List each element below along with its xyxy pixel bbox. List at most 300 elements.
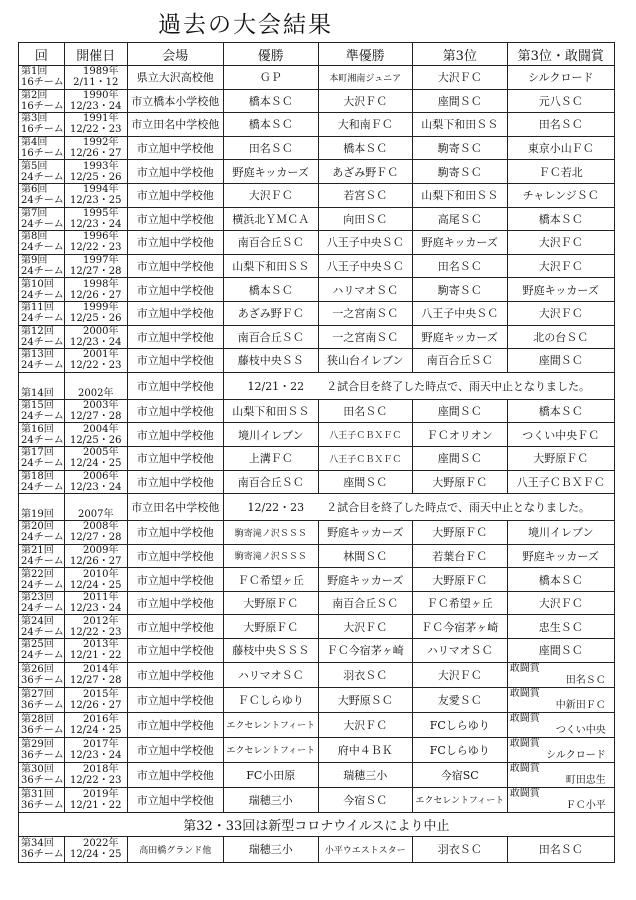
table-row [19, 349, 615, 373]
runner-up-cell: ＦＣ今宿茅ヶ崎 [318, 639, 412, 663]
table-row [19, 231, 615, 255]
runner-up-cell: ハリマオＳＣ [318, 278, 412, 302]
runner-up-cell: あざみ野ＦＣ [318, 160, 412, 184]
kai-cell-line1: 第23回 [21, 592, 54, 604]
award-label: 敢闘賞 [509, 762, 540, 774]
date-cell-line2: 12/22・23 [69, 124, 122, 136]
kai-cell-line1: 第6回 [21, 184, 48, 196]
kai-cell-line2: 24チーム [21, 626, 64, 638]
kai-cell: 第14回 [19, 372, 65, 399]
table-row [19, 737, 615, 762]
date-cell-line2: 12/26・27 [69, 289, 122, 301]
award-team: シルクロード [546, 749, 606, 761]
header-winner: 優勝 [223, 43, 318, 66]
kai-cell-line1: 第21回 [21, 544, 54, 556]
venue-cell: 高田橋グランド他 [127, 836, 223, 862]
date-cell-line1: 2001年 [83, 349, 119, 361]
date-cell [64, 349, 127, 373]
date-cell-line1: 1994年 [83, 184, 119, 196]
kai-cell-line1: 第8回 [21, 231, 48, 243]
fourth-cell: つくい中央ＦＣ [507, 423, 614, 447]
table-row [19, 399, 615, 423]
fourth-cell: 大沢ＦＣ [507, 591, 614, 615]
runner-up-cell: 今宿ＳＣ [318, 787, 412, 812]
kai-cell-line1: 第5回 [21, 160, 48, 172]
kai-cell-line1: 第12回 [21, 325, 54, 337]
date-cell-line1: 2006年 [83, 470, 119, 482]
award-team: つくい中央 [555, 724, 606, 736]
runner-up-cell: 野庭キッカーズ [318, 521, 412, 545]
kai-cell-line2: 36チーム [21, 774, 64, 786]
venue-cell: 市立旭中学校他 [127, 687, 223, 712]
award-cell [507, 687, 614, 712]
winner-cell: 南百合丘ＳＣ [223, 325, 318, 349]
runner-up-cell: 向田ＳＣ [318, 207, 412, 231]
table-row [19, 160, 615, 184]
winner-cell: 瑞穂三小 [223, 787, 318, 812]
runner-up-cell: 一之宮南ＳＣ [318, 325, 412, 349]
date-cell-line1: 2003年 [83, 400, 119, 412]
kai-cell-line2: 36チーム [21, 724, 64, 736]
fourth-cell: 八王子ＣＢＸＦＣ [507, 470, 614, 494]
kai-cell-line2: 24チーム [21, 195, 64, 207]
third-cell: 駒寄ＳＣ [412, 136, 507, 160]
runner-up-cell: 橋本ＳＣ [318, 136, 412, 160]
date-cell [64, 762, 127, 787]
date-cell-line1: 2005年 [83, 447, 119, 459]
award-cell [507, 737, 614, 762]
award-cell [507, 712, 614, 737]
date-cell-line2: 12/25・26 [69, 434, 122, 446]
kai-cell-line2: 24チーム [21, 360, 64, 372]
fourth-cell: チャレンジＳＣ [507, 183, 614, 207]
third-cell: 大野原ＦＣ [412, 470, 507, 494]
third-cell: 高尾ＳＣ [412, 207, 507, 231]
header-date: 開催日 [64, 43, 127, 66]
kai-cell-line1: 第2回 [21, 89, 48, 101]
date-cell [64, 836, 127, 862]
venue-cell: 市立旭中学校他 [127, 160, 223, 184]
kai-cell-line1: 第29回 [21, 738, 54, 750]
kai-cell [19, 325, 65, 349]
table-row [19, 113, 615, 137]
award-team: 町田忠生 [565, 774, 606, 786]
third-cell: 今宿SC [412, 762, 507, 787]
date-cell [64, 544, 127, 568]
runner-up-cell: 林間ＳＣ [318, 544, 412, 568]
venue-cell: 市立旭中学校他 [127, 568, 223, 592]
date-cell-line1: 2022年 [83, 838, 119, 850]
kai-cell [19, 615, 65, 639]
kai-cell [19, 737, 65, 762]
kai-cell-line2: 16チーム [21, 124, 64, 136]
kai-cell-line1: 第15回 [21, 400, 54, 412]
kai-cell-line2: 36チーム [21, 799, 64, 811]
date-cell-line1: 2010年 [83, 568, 119, 580]
date-cell-line2: 12/23・24 [69, 603, 122, 615]
winner-cell: エクセレントフィート [223, 712, 318, 737]
runner-up-cell: 大野原ＳＣ [318, 687, 412, 712]
date-cell-line2: 12/26・27 [69, 699, 122, 711]
kai-cell-line2: 24チーム [21, 171, 64, 183]
date-cell-line1: 2004年 [83, 423, 119, 435]
third-cell: 田名ＳＣ [412, 254, 507, 278]
winner-cell: 駒寄滝ノ沢ＳＳＳ [223, 544, 318, 568]
date-cell-line1: 2012年 [83, 615, 119, 627]
notice-cell: 12/21・22 ２試合目を終了した時点で、雨天中止となりました。 [223, 372, 614, 399]
table-row [19, 423, 615, 447]
kai-cell-line2: 24チーム [21, 603, 64, 615]
date-cell [64, 160, 127, 184]
suspension-notice: 第32・33回は新型コロナウイルスにより中止 [19, 812, 615, 836]
venue-cell: 市立旭中学校他 [127, 787, 223, 812]
venue-cell: 市立田名中学校他 [127, 113, 223, 137]
winner-cell: ＧＰ [223, 66, 318, 90]
header-runner-up: 準優勝 [318, 43, 412, 66]
date-cell [64, 113, 127, 137]
third-cell: 若葉台ＦＣ [412, 544, 507, 568]
runner-up-cell: 大沢ＦＣ [318, 89, 412, 113]
date-cell [64, 423, 127, 447]
kai-cell [19, 423, 65, 447]
date-cell [64, 470, 127, 494]
kai-cell [19, 113, 65, 137]
kai-cell [19, 591, 65, 615]
kai-cell-line2: 36チーム [21, 849, 64, 861]
award-team: ＦＣ小平 [565, 799, 606, 811]
date-cell-line2: 12/21・22 [69, 650, 122, 662]
venue-cell: 市立旭中学校他 [127, 446, 223, 470]
date-cell [64, 712, 127, 737]
fourth-cell: 座間ＳＣ [507, 639, 614, 663]
kai-cell [19, 301, 65, 325]
kai-cell-line1: 第9回 [21, 255, 48, 267]
venue-cell: 市立旭中学校他 [127, 639, 223, 663]
third-cell: 南百合丘ＳＣ [412, 349, 507, 373]
winner-cell: 山梨下和田ＳＳ [223, 399, 318, 423]
table-row [19, 662, 615, 687]
kai-cell [19, 470, 65, 494]
table-row [19, 183, 615, 207]
kai-cell-line2: 16チーム [21, 100, 64, 112]
table-row [19, 712, 615, 737]
fourth-cell: 北の台ＳＣ [507, 325, 614, 349]
header-row [19, 43, 615, 66]
award-label: 敢闘賞 [509, 712, 540, 724]
fourth-cell: ＦＣ若北 [507, 160, 614, 184]
date-cell [64, 687, 127, 712]
winner-cell: 橋本ＳＣ [223, 278, 318, 302]
winner-cell: 大野原ＦＣ [223, 615, 318, 639]
kai-cell [19, 278, 65, 302]
date-cell-line2: 12/27・28 [69, 532, 122, 544]
date-cell [64, 639, 127, 663]
third-cell: 大沢ＦＣ [412, 662, 507, 687]
kai-cell [19, 160, 65, 184]
kai-cell-line1: 第16回 [21, 423, 54, 435]
venue-cell: 市立橋本小学校他 [127, 89, 223, 113]
date-cell-line2: 12/27・28 [69, 411, 122, 423]
winner-cell: あざみ野ＦＣ [223, 301, 318, 325]
date-cell-line2: 12/25・26 [69, 313, 122, 325]
date-cell [64, 136, 127, 160]
kai-cell [19, 136, 65, 160]
date-cell-line1: 1995年 [83, 207, 119, 219]
kai-cell [19, 349, 65, 373]
kai-cell-line1: 第26回 [21, 663, 54, 675]
venue-cell: 市立旭中学校他 [127, 231, 223, 255]
date-cell [64, 207, 127, 231]
date-cell-line1: 2008年 [83, 521, 119, 533]
kai-cell-line2: 24チーム [21, 481, 64, 493]
fourth-cell: 座間ＳＣ [507, 349, 614, 373]
venue-cell: 市立旭中学校他 [127, 423, 223, 447]
kai-cell-line1: 第10回 [21, 278, 54, 290]
date-cell [64, 301, 127, 325]
date-cell [64, 89, 127, 113]
date-cell: 2002年 [64, 372, 127, 399]
kai-cell-line2: 24チーム [21, 218, 64, 230]
date-cell-line2: 12/24・25 [69, 579, 122, 591]
award-cell [507, 787, 614, 812]
date-cell-line2: 12/21・22 [69, 799, 122, 811]
kai-cell-line2: 24チーム [21, 313, 64, 325]
date-cell: 2007年 [64, 494, 127, 521]
winner-cell: 橋本ＳＣ [223, 89, 318, 113]
runner-up-cell: 南百合丘ＳＣ [318, 591, 412, 615]
date-cell-line1: 2016年 [83, 713, 119, 725]
date-cell [64, 278, 127, 302]
kai-cell-line2: 36チーム [21, 674, 64, 686]
winner-cell: 横浜北ＹＭＣＡ [223, 207, 318, 231]
date-cell [64, 521, 127, 545]
winner-cell: FC小田原 [223, 762, 318, 787]
kai-cell: 第19回 [19, 494, 65, 521]
fourth-cell: シルクロード [507, 66, 614, 90]
third-cell: ハリマオＳＣ [412, 639, 507, 663]
date-cell [64, 662, 127, 687]
third-cell: 座間ＳＣ [412, 399, 507, 423]
table-row [19, 446, 615, 470]
date-cell-line1: 1998年 [83, 278, 119, 290]
winner-cell: エクセレントフィート [223, 737, 318, 762]
date-cell [64, 231, 127, 255]
date-cell-line1: 1991年 [83, 113, 119, 125]
fourth-cell: 野庭キッカーズ [507, 544, 614, 568]
third-cell: ＦＣ今宿茅ヶ崎 [412, 615, 507, 639]
runner-up-cell: 若宮ＳＣ [318, 183, 412, 207]
winner-cell: ＦＣ希望ヶ丘 [223, 568, 318, 592]
kai-cell-line2: 24チーム [21, 650, 64, 662]
kai-cell-line2: 24チーム [21, 336, 64, 348]
table-row [19, 372, 615, 399]
third-cell: 大沢ＦＣ [412, 66, 507, 90]
fourth-cell: 東京小山ＦＣ [507, 136, 614, 160]
third-cell: ＦＣオリオン [412, 423, 507, 447]
runner-up-cell: 座間ＳＣ [318, 470, 412, 494]
date-cell-line1: 2000年 [83, 325, 119, 337]
date-cell [64, 737, 127, 762]
third-cell: 羽衣ＳＣ [412, 836, 507, 862]
third-cell: ＦＣ希望ヶ丘 [412, 591, 507, 615]
kai-cell-line2: 36チーム [21, 699, 64, 711]
table-row [19, 66, 615, 90]
winner-cell: ハリマオＳＣ [223, 662, 318, 687]
date-cell-line1: 1999年 [83, 302, 119, 314]
date-cell-line1: 2015年 [83, 688, 119, 700]
third-cell: 座間ＳＣ [412, 446, 507, 470]
date-cell-line2: 12/23・24 [69, 100, 122, 112]
fourth-cell: 忠生ＳＣ [507, 615, 614, 639]
venue-cell: 市立旭中学校他 [127, 470, 223, 494]
table-row [19, 325, 615, 349]
runner-up-cell: 一之宮南ＳＣ [318, 301, 412, 325]
third-cell: FCしらゆり [412, 712, 507, 737]
header-venue: 会場 [127, 43, 223, 66]
table-row [19, 494, 615, 521]
venue-cell: 県立大沢高校他 [127, 66, 223, 90]
date-cell-line2: 12/25・26 [69, 171, 122, 183]
kai-cell-line1: 第1回 [21, 66, 48, 78]
runner-up-cell: 府中４ＢＫ [318, 737, 412, 762]
kai-cell [19, 712, 65, 737]
venue-cell: 市立旭中学校他 [127, 349, 223, 373]
kai-cell-line2: 24チーム [21, 579, 64, 591]
third-cell: 駒寄ＳＣ [412, 278, 507, 302]
header-third-award: 第3位・敢闘賞 [507, 43, 614, 66]
date-cell-line2: 12/22・23 [69, 774, 122, 786]
table-row [19, 762, 615, 787]
winner-cell: 山梨下和田ＳＳ [223, 254, 318, 278]
venue-cell: 市立田名中学校他 [127, 494, 223, 521]
kai-cell [19, 568, 65, 592]
date-cell-line1: 1990年 [83, 89, 119, 101]
date-cell-line1: 1993年 [83, 160, 119, 172]
venue-cell: 市立旭中学校他 [127, 762, 223, 787]
date-cell-line2: 12/26・27 [69, 555, 122, 567]
kai-cell-line1: 第24回 [21, 615, 54, 627]
date-cell-line1: 2017年 [83, 738, 119, 750]
winner-cell: 瑞穂三小 [223, 836, 318, 862]
kai-cell-line2: 24チーム [21, 532, 64, 544]
venue-cell: 市立旭中学校他 [127, 278, 223, 302]
kai-cell [19, 89, 65, 113]
runner-up-cell: 田名ＳＣ [318, 399, 412, 423]
kai-cell [19, 254, 65, 278]
third-cell: 友愛ＳＣ [412, 687, 507, 712]
kai-cell [19, 446, 65, 470]
kai-cell-line2: 24チーム [21, 411, 64, 423]
award-team: 中新田ＦＣ [555, 699, 606, 711]
runner-up-cell: 小平ウエストスター [318, 836, 412, 862]
runner-up-cell: 瑞穂三小 [318, 762, 412, 787]
venue-cell: 市立旭中学校他 [127, 183, 223, 207]
fourth-cell: 境川イレブン [507, 521, 614, 545]
date-cell-line2: 12/23・24 [69, 481, 122, 493]
winner-cell: 大沢ＦＣ [223, 183, 318, 207]
date-cell-line1: 2014年 [83, 663, 119, 675]
winner-cell: 田名ＳＣ [223, 136, 318, 160]
kai-cell-line2: 16チーム [21, 148, 64, 160]
runner-up-cell: 大沢ＦＣ [318, 615, 412, 639]
table-row [19, 687, 615, 712]
date-cell-line2: 12/23・24 [69, 218, 122, 230]
fourth-cell: 橋本ＳＣ [507, 568, 614, 592]
date-cell-line1: 2009年 [83, 544, 119, 556]
kai-cell-line1: 第28回 [21, 713, 54, 725]
kai-cell-line1: 第22回 [21, 568, 54, 580]
kai-cell-line1: 第27回 [21, 688, 54, 700]
kai-cell [19, 521, 65, 545]
fourth-cell: 橋本ＳＣ [507, 207, 614, 231]
date-cell-line2: 2/11・12 [73, 77, 119, 89]
kai-cell-line2: 24チーム [21, 434, 64, 446]
kai-cell [19, 762, 65, 787]
award-cell [507, 762, 614, 787]
kai-cell-line1: 第4回 [21, 137, 48, 149]
award-cell [507, 662, 614, 687]
fourth-cell: 橋本ＳＣ [507, 399, 614, 423]
fourth-cell: 田名ＳＣ [507, 113, 614, 137]
kai-cell [19, 399, 65, 423]
date-cell-line1: 1992年 [83, 137, 119, 149]
date-cell-line2: 12/24・25 [69, 724, 122, 736]
venue-cell: 市立旭中学校他 [127, 207, 223, 231]
kai-cell-line1: 第17回 [21, 447, 54, 459]
winner-cell: 藤枝中央ＳＳ [223, 349, 318, 373]
date-cell-line1: 1996年 [83, 231, 119, 243]
date-cell-line2: 12/23・25 [69, 195, 122, 207]
table-row [19, 301, 615, 325]
fourth-cell: 大沢ＦＣ [507, 231, 614, 255]
venue-cell: 市立旭中学校他 [127, 372, 223, 399]
fourth-cell: 田名ＳＣ [507, 836, 614, 862]
kai-cell-line1: 第13回 [21, 349, 54, 361]
award-label: 敢闘賞 [509, 687, 540, 699]
page-title: 過去の大会結果 [158, 12, 333, 38]
fourth-cell: 大沢ＦＣ [507, 254, 614, 278]
fourth-cell: 野庭キッカーズ [507, 278, 614, 302]
runner-up-cell: 八王子ＣＢＸＦＣ [318, 423, 412, 447]
winner-cell: 藤枝中央ＳＳＳ [223, 639, 318, 663]
date-cell-line1: 2019年 [83, 788, 119, 800]
winner-cell: 大野原ＦＣ [223, 591, 318, 615]
header-kai: 回 [19, 43, 65, 66]
runner-up-cell: 羽衣ＳＣ [318, 662, 412, 687]
venue-cell: 市立旭中学校他 [127, 615, 223, 639]
venue-cell: 市立旭中学校他 [127, 737, 223, 762]
runner-up-cell: 野庭キッカーズ [318, 568, 412, 592]
runner-up-cell: 八王子ＣＢＸＦＣ [318, 446, 412, 470]
kai-cell-line2: 36チーム [21, 749, 64, 761]
kai-cell-line1: 第3回 [21, 113, 48, 125]
third-cell: 駒寄ＳＣ [412, 160, 507, 184]
venue-cell: 市立旭中学校他 [127, 254, 223, 278]
kai-cell-line1: 第34回 [21, 838, 54, 850]
venue-cell: 市立旭中学校他 [127, 325, 223, 349]
third-cell: 大野原ＦＣ [412, 521, 507, 545]
date-cell [64, 183, 127, 207]
kai-cell [19, 639, 65, 663]
table-row [19, 470, 615, 494]
runner-up-cell: 本町湘南ジュニア [318, 66, 412, 90]
runner-up-cell: 八王子中央ＳＣ [318, 231, 412, 255]
venue-cell: 市立旭中学校他 [127, 662, 223, 687]
award-team: 田名ＳＣ [565, 674, 606, 686]
date-cell [64, 325, 127, 349]
date-cell-line1: 2018年 [83, 763, 119, 775]
third-cell: 八王子中央ＳＣ [412, 301, 507, 325]
